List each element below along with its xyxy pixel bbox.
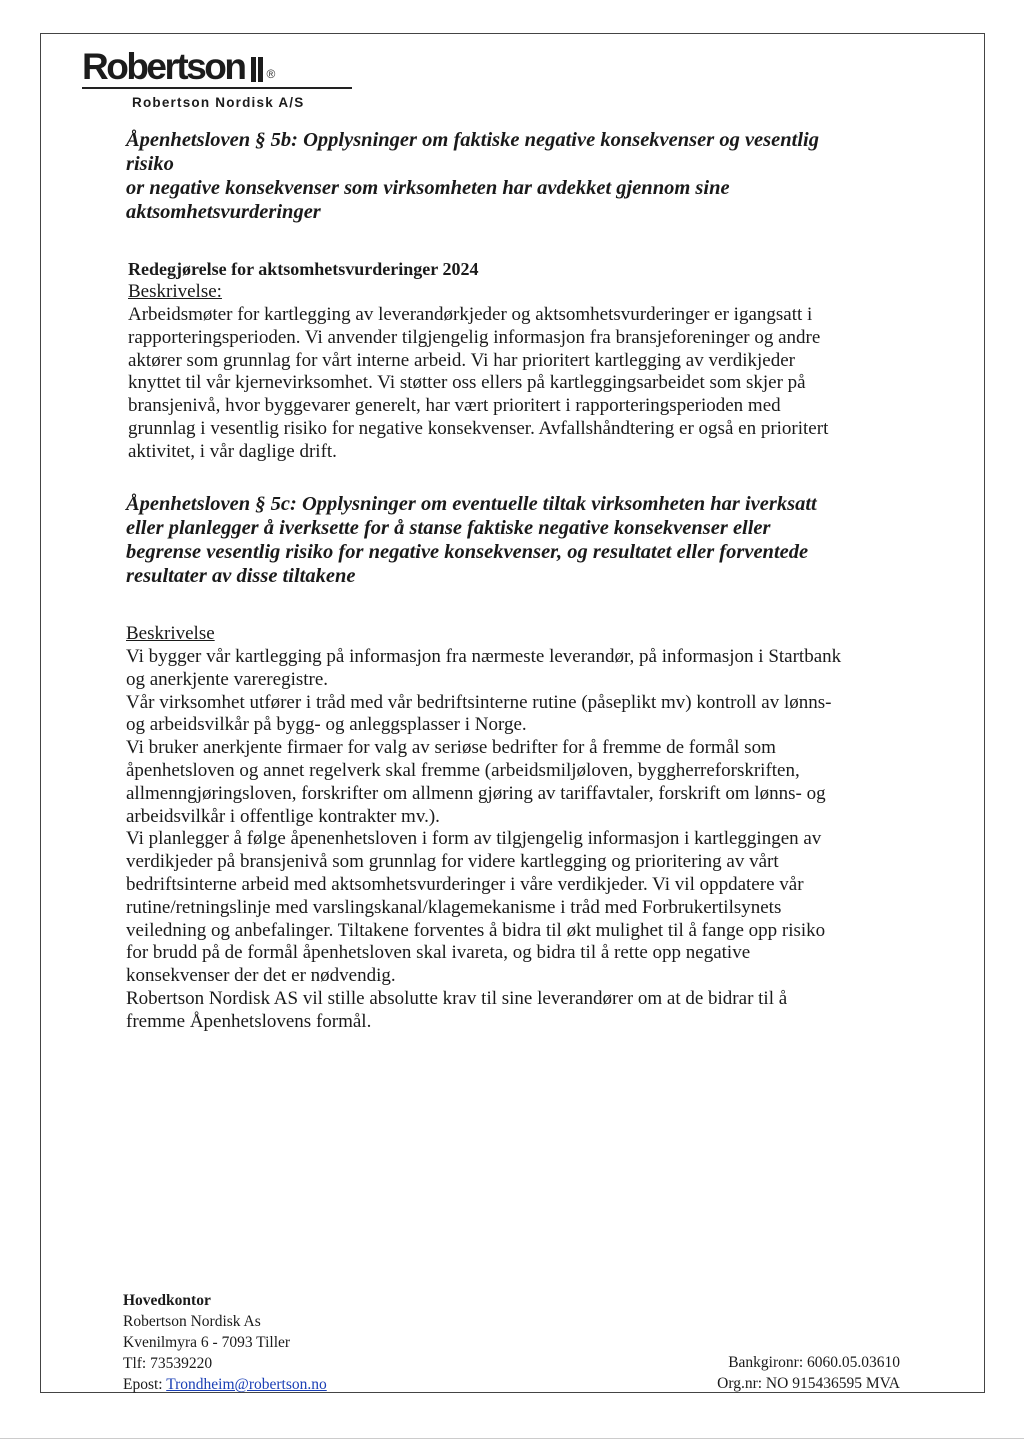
email-link[interactable]: Trondheim@robertson.no: [166, 1376, 327, 1393]
body-line: Vår virksomhet utfører i tråd med vår bedriftsinterne rutine (påseplikt mv) kontroll av lønns-: [126, 691, 832, 713]
body-line: Vi planlegger å følge åpenenhetsloven i form av tilgjengelig informasjon i kartleggingen av: [126, 828, 822, 850]
section-5c-heading: [126, 492, 817, 588]
section-5b-body: [128, 304, 898, 464]
logo-bars-icon: [251, 57, 263, 82]
heading-line: risiko: [126, 153, 174, 175]
heading-line: Åpenhetsloven § 5c: Opplysninger om eventuelle tiltak virksomheten har iverksatt: [126, 493, 817, 515]
footer-email-label: Epost:: [123, 1376, 167, 1393]
footer-address: Kvenilmyra 6 - 7093 Tiller: [123, 1334, 291, 1351]
company-logo: [82, 48, 352, 110]
section-5b-subheading: Redegjørelse for aktsomhetsvurderinger 2024: [128, 259, 479, 279]
footer-company: Robertson Nordisk As: [123, 1313, 261, 1330]
body-line: fremme Åpenhetslovens formål.: [126, 1010, 372, 1032]
logo-underline: [82, 87, 352, 89]
body-line: bedriftsinterne arbeid med aktsomhetsvurderinger i våre verdikjeder. Vi vil oppdatere vår: [126, 873, 804, 895]
section-5c-body: [126, 646, 898, 1034]
heading-line: begrense vesentlig risiko for negative konsekvenser, og resultatet eller forventede: [126, 541, 809, 563]
section-5b-label: Beskrivelse:: [128, 281, 222, 302]
body-line: knyttet til vår kjernevirksomhet. Vi støtter oss ellers på kartleggingsarbeidet som skjer på: [128, 372, 806, 394]
body-line: verdikjeder på bransjenivå som grunnlag for videre kartlegging og prioritering av vårt: [126, 851, 779, 873]
body-line: grunnlag i vesentlig risiko for negative konsekvenser. Avfallshåndtering er også en prioritert: [128, 417, 829, 439]
body-line: Vi bygger vår kartlegging på informasjon fra nærmeste leverandør, på informasjon i Startbank: [126, 646, 842, 667]
body-line: rutine/retningslinje med varslingskanal/klagemekanisme i tråd med Forbrukertilsynets: [126, 896, 782, 918]
heading-line: Åpenhetsloven § 5b: Opplysninger om faktiske negative konsekvenser og vesentlig: [126, 129, 819, 151]
body-line: veiledning og anbefalinger. Tiltakene forventes å bidra til økt mulighet til å fange opp risiko: [126, 919, 826, 941]
heading-line: resultater av disse tiltakene: [126, 565, 356, 587]
section-5c-label: Beskrivelse: [126, 623, 215, 644]
body-line: aktivitet, i vår daglige drift.: [128, 440, 337, 462]
registered-mark: ®: [266, 67, 276, 81]
scan-edge-line: [0, 1438, 1024, 1439]
heading-line: aktsomhetsvurderinger: [126, 201, 321, 223]
body-line: arbeidsvilkår i offentlige kontrakter mv.).: [126, 805, 440, 827]
body-line: og arbeidsvilkår på bygg- og anleggsplasser i Norge.: [126, 714, 527, 736]
body-line: Arbeidsmøter for kartlegging av leverandørkjeder og aktsomhetsvurderinger er igangsatt i: [128, 304, 813, 325]
body-line: åpenhetsloven og annet regelverk skal fremme (arbeidsmiljøloven, byggherreforskriften,: [126, 759, 800, 781]
footer-contact: [123, 1290, 327, 1395]
body-line: Robertson Nordisk AS vil stille absolutte krav til sine leverandører om at de bidrar til å: [126, 987, 788, 1009]
body-line: bransjenivå, hvor byggevarer generelt, har vært prioritert i rapporteringsperioden med: [128, 395, 781, 417]
logo-wordmark: Robertson: [82, 46, 245, 87]
footer-phone: Tlf: 73539220: [123, 1355, 213, 1372]
logo-company-line: Robertson Nordisk A/S: [132, 94, 305, 110]
section-5b-heading: [126, 128, 819, 224]
body-line: konsekvenser der det er nødvendig.: [126, 965, 396, 987]
body-line: Vi bruker anerkjente firmaer for valg av seriøse bedrifter for å fremme de formål som: [126, 737, 776, 759]
body-line: og anerkjente vareregistre.: [126, 668, 329, 690]
body-line: allmenngjøringsloven, forskrifter om allmenn gjøring av tariffavtaler, forskrift om lønns- og: [126, 782, 826, 804]
heading-line: eller planlegger å iverksette for å stanse faktiske negative konsekvenser eller: [126, 517, 771, 539]
footer-org-number: Org.nr: NO 915436595 MVA: [717, 1375, 900, 1392]
body-line: for brudd på de formål åpenhetsloven skal ivareta, og bidra til å rette opp negative: [126, 942, 751, 964]
heading-line: or negative konsekvenser som virksomheten har avdekket gjennom sine: [126, 177, 730, 199]
footer-bank-info: [690, 1352, 900, 1394]
body-line: rapporteringsperioden. Vi anvender tilgjengelig informasjon fra bransjeforeninger og andre: [128, 326, 821, 348]
footer-email-row: [123, 1374, 327, 1395]
footer-bank-account: Bankgironr: 6060.05.03610: [728, 1354, 900, 1371]
body-line: aktører som grunnlag for vårt interne arbeid. Vi har prioritert kartlegging av verdikjeder: [128, 349, 795, 371]
footer-heading: Hovedkontor: [123, 1292, 211, 1309]
